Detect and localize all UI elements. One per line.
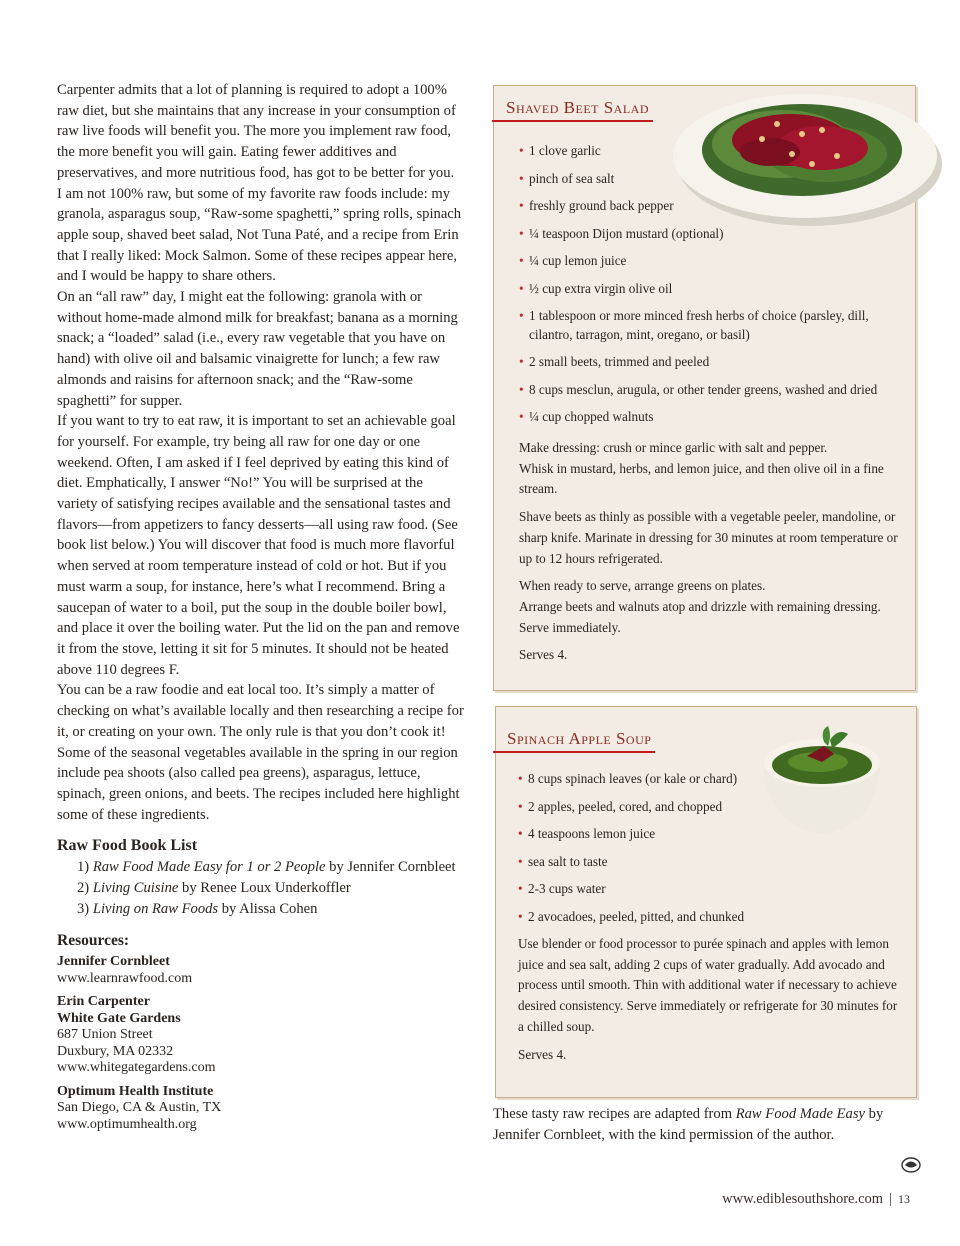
credit-suffix: by Jennifer Cornbleet, with the kind permission of the author. (493, 1106, 884, 1143)
ingredient-item: • 1 clove garlic (519, 142, 909, 161)
title-underline (493, 751, 655, 753)
ingredient-item: • 4 teaspoons lemon juice (518, 825, 908, 844)
book-title: Raw Food Made Easy for 1 or 2 People (92, 859, 326, 876)
resource-street: 687 Union Street (57, 1027, 153, 1043)
instruction-step: Use blender or food processor to purée spinach and apples with lemon juice and sea salt, adding 2 cups of water gradually. Add avocado and process until smooth. Thin with additional water if necessary to achieve desired consistency. Serve immediately or refrigerate for 30 minutes for a chilled soup. (518, 936, 898, 1034)
article-paragraph: On an “all raw” day, I might eat the following: granola with or without home-made almond milk for breakfast; banana as a morning snack; a “loaded” salad (i.e., every raw vegetable that you have on hand) with olive oil and balsamic vinaigrette for lunch; a few raw almonds and raisins for afternoon snack; and the “Raw-some spaghetti” for supper. (57, 289, 458, 409)
instruction-step: Make dressing: crush or mince garlic with salt and pepper. (519, 440, 828, 455)
spinach-soup-image (752, 718, 892, 843)
resource-url[interactable]: www.optimumhealth.org (57, 1116, 197, 1132)
bullet-icon: • (518, 881, 523, 896)
resource-city: San Diego, CA & Austin, TX (57, 1100, 222, 1116)
article-paragraph: Carpenter admits that a lot of planning is required to adopt a 100% raw diet, but she maintains that any increase in your consumption of raw live foods will benefit you. The more you implement raw food, the more benefit you will gain. Eating fewer additives and preservatives, and more nutritious food, has got to be better for you. (57, 82, 456, 181)
bullet-icon: • (519, 143, 524, 158)
resource-name: Erin Carpenter (57, 994, 150, 1010)
recipe-title (507, 729, 651, 749)
bullet-icon: • (519, 280, 524, 296)
instruction-step: Shave beets as thinly as possible with a vegetable peeler, mandoline, or sharp knife. Marinate in dressing for 30 minutes at room temperature or up to 12 hours refrigerated. (519, 509, 898, 566)
bullet-icon: • (519, 170, 524, 186)
ingredient-item: • 2 small beets, trimmed and peeled (519, 353, 909, 372)
article-column (57, 80, 465, 1133)
ingredient-item: • ½ cup extra virgin olive oil (519, 280, 909, 299)
recipe-title (506, 98, 649, 118)
book-title: Living Cuisine (92, 880, 179, 897)
instruction-step: When ready to serve, arrange greens on plates. (519, 578, 766, 594)
page-footer (722, 1191, 910, 1208)
resource-jennifer (57, 954, 465, 987)
recipe-title-text: Shaved Beet Salad (506, 98, 650, 117)
bullet-icon: • (519, 225, 524, 241)
ingredient-item: • 2 avocadoes, peeled, pitted, and chunked (518, 908, 908, 927)
credit-book: Raw Food Made Easy (735, 1106, 866, 1122)
article-paragraph: You can be a raw foodie and eat local too. It’s simply a matter of checking on what’s available locally and then researching a recipe for it, or creating on your own. The only rule is that you don’t cook it! Some of the seasonal vegetables available in the spring in our region include pea shoots (also called pea greens), asparagus, lettuce, spinach, green onions, and beets. The recipes included here highlight some of these ingredients. (57, 682, 464, 823)
resource-city: Duxbury, MA 02332 (57, 1043, 174, 1059)
resource-ohi (57, 1084, 465, 1134)
booklist-title: Raw Food Book List (57, 837, 198, 855)
resource-url[interactable]: www.learnrawfood.com (57, 970, 193, 986)
recipe-title-text: Spinach Apple Soup (507, 729, 652, 748)
resource-org: White Gate Gardens (57, 1010, 181, 1026)
beet-salad-image (662, 64, 947, 244)
book-author: by Jennifer Cornbleet (329, 859, 456, 876)
bullet-icon: • (519, 409, 524, 424)
edible-logo-icon (900, 1156, 922, 1174)
bullet-icon: • (518, 771, 523, 786)
instruction-step: Arrange beets and walnuts atop and drizzle with remaining dressing. Serve immediately. (519, 598, 881, 635)
article-paragraph: If you want to try to eat raw, it is important to set an achievable goal for yourself. For example, try being all raw for one day or one weekend. Often, I am asked if I feel deprived by eating this kind of diet. Emphatically, I answer “No!” You will be surprised at the variety of satisfying recipes available and the sensational tastes and flavors—from appetizers to fancy desserts—all using raw food. (See book list below.) You will discover that food is much more flavorful when served at room temperature instead of cold or hot. But if you must warm a soup, for instance, here’s what I recommend. Bring a saucepan of water to a boil, put the soup in the double boiler bowl, and place it over the boiling water. Put the lid on the pan and remove it from the stove, letting it sit for 5 minutes. It should not be heated above 110 degrees F. (57, 413, 460, 678)
book-author: by Renee Loux Underkoffler (182, 880, 351, 897)
page-number: 13 (898, 1192, 910, 1206)
instruction-step: Whisk in mustard, herbs, and lemon juice, and then olive oil in a fine stream. (519, 460, 884, 497)
booklist-item (57, 878, 465, 899)
ingredient-item: • 2-3 cups water (518, 880, 908, 899)
footer-url[interactable]: www.ediblesouthshore.com (722, 1191, 884, 1207)
instruction-step: Serves 4. (519, 647, 568, 663)
ingredient-item: • freshly ground back pepper (519, 197, 909, 216)
ingredient-item: • 2 apples, peeled, cored, and chopped (518, 798, 908, 817)
recipe-instructions (519, 438, 904, 673)
ingredient-item: • 8 cups mesclun, arugula, or other tender greens, washed and dried (519, 381, 909, 400)
ingredient-item: • ¼ cup lemon juice (519, 252, 909, 271)
resource-url[interactable]: www.whitegategardens.com (57, 1060, 216, 1076)
resource-name: Optimum Health Institute (57, 1083, 214, 1099)
ingredient-item: • sea salt to taste (518, 853, 908, 872)
ingredient-item: • ¼ teaspoon Dijon mustard (optional) (519, 225, 909, 244)
ingredient-item: • 8 cups spinach leaves (or kale or chard) (518, 770, 908, 789)
book-title: Living on Raw Foods (92, 901, 219, 918)
booklist-item (57, 899, 465, 920)
credit-prefix: These tasty raw recipes are adapted from (493, 1106, 733, 1122)
footer-separator: | (889, 1191, 892, 1207)
bullet-icon: • (519, 308, 524, 323)
booklist (57, 857, 465, 920)
bullet-icon: • (518, 853, 523, 869)
instruction-step: Serves 4. (518, 1046, 567, 1062)
bullet-icon: • (519, 253, 524, 268)
bullet-icon: • (519, 198, 524, 213)
booklist-num: 2) (77, 880, 90, 897)
book-author: by Alissa Cohen (221, 901, 318, 918)
bullet-icon: • (518, 908, 523, 924)
article-paragraph: I am not 100% raw, but some of my favorite raw foods include: my granola, asparagus soup, “Raw-some spaghetti,” spring rolls, spinach apple soup, shaved beet salad, Not Tuna Paté, and a recipe from Erin that I really liked: Mock Salmon. Some of these recipes appear here, and I would be happy to share others. (57, 185, 462, 285)
ingredient-item: • ¼ cup chopped walnuts (519, 408, 909, 427)
ingredient-item: • 1 tablespoon or more minced fresh herbs of choice (parsley, dill, cilantro, tarragon, mint, oregano, or basil) (519, 308, 869, 342)
bullet-icon: • (519, 381, 524, 397)
bullet-icon: • (518, 798, 523, 814)
recipe-instructions (518, 934, 903, 1072)
ingredient-item: • pinch of sea salt (519, 170, 909, 189)
resources-title: Resources: (57, 932, 130, 950)
title-underline (492, 120, 653, 122)
booklist-num: 1) (77, 859, 90, 876)
resource-name: Jennifer Cornbleet (57, 954, 170, 970)
resource-erin (57, 994, 465, 1077)
bullet-icon: • (519, 354, 524, 369)
recipe-credit (493, 1104, 913, 1145)
bullet-icon: • (518, 826, 523, 841)
booklist-item (57, 857, 465, 878)
booklist-num: 3) (77, 901, 90, 918)
